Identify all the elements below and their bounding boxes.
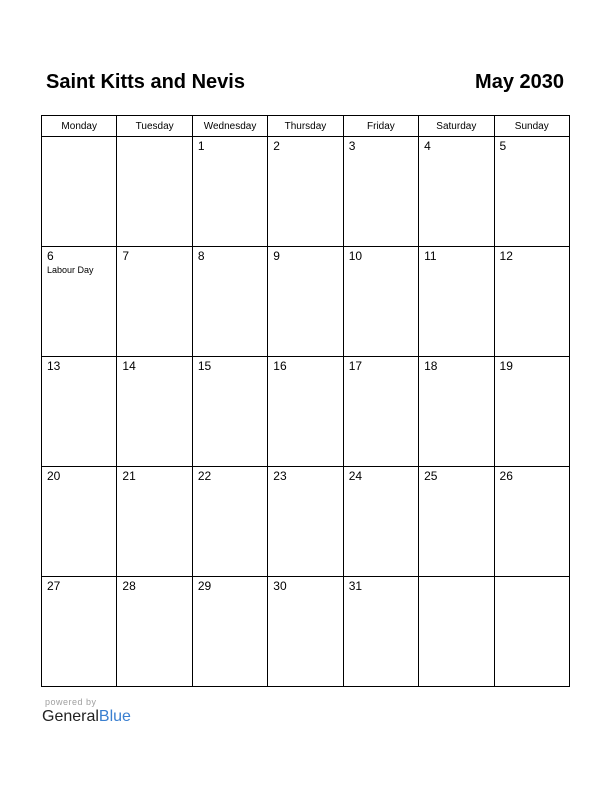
weekday-header: Saturday — [419, 116, 494, 137]
generalblue-branding[interactable] — [42, 697, 131, 726]
calendar-country-title: Saint Kitts and Nevis — [46, 71, 245, 93]
day-number: 7 — [122, 249, 130, 263]
day-number: 2 — [273, 139, 280, 153]
brand-blue-text: Blue — [98, 708, 131, 725]
day-number: 15 — [197, 359, 212, 373]
day-number: 4 — [424, 139, 431, 153]
day-number: 31 — [348, 579, 363, 593]
holiday-label: Labour Day — [47, 265, 94, 275]
day-cell — [117, 357, 192, 467]
day-cell — [117, 577, 192, 687]
day-number: 11 — [424, 249, 437, 263]
day-number: 6 — [47, 249, 54, 263]
weekday-header-row — [42, 116, 570, 137]
day-number: 18 — [424, 359, 438, 373]
day-cell — [42, 577, 117, 687]
day-number: 1 — [197, 139, 205, 153]
day-number: 20 — [47, 469, 61, 483]
day-number: 24 — [348, 469, 363, 483]
day-cell — [343, 357, 418, 467]
day-number: 8 — [197, 249, 205, 263]
day-number — [42, 137, 116, 140]
day-number: 29 — [197, 579, 212, 593]
day-cell — [494, 137, 569, 247]
calendar-month-title: May 2030 — [475, 71, 564, 93]
week-row — [42, 137, 570, 247]
day-cell — [419, 247, 494, 357]
day-cell — [419, 467, 494, 577]
day-cell — [268, 357, 343, 467]
day-cell — [42, 247, 117, 357]
day-cell — [268, 577, 343, 687]
day-cell — [192, 247, 267, 357]
day-cell — [192, 577, 267, 687]
day-number — [117, 137, 191, 140]
day-cell — [117, 247, 192, 357]
day-cell — [343, 247, 418, 357]
day-cell — [42, 467, 117, 577]
day-cell — [419, 577, 494, 687]
day-number: 5 — [499, 139, 507, 153]
powered-by-text: powered by — [45, 697, 97, 707]
day-cell — [192, 137, 267, 247]
day-number: 10 — [348, 249, 363, 263]
day-number — [419, 577, 493, 580]
brand-general-text: General — [42, 708, 99, 725]
day-cell — [268, 137, 343, 247]
day-number: 13 — [47, 359, 61, 373]
day-number: 27 — [47, 579, 61, 593]
day-cell — [42, 137, 117, 247]
day-number: 19 — [499, 359, 513, 373]
day-number: 12 — [499, 249, 513, 263]
week-row — [42, 577, 570, 687]
day-cell — [117, 467, 192, 577]
day-number: 30 — [273, 579, 287, 593]
day-number: 17 — [348, 359, 363, 373]
weekday-header: Tuesday — [117, 116, 192, 137]
day-cell — [343, 577, 418, 687]
day-cell — [494, 467, 569, 577]
day-cell — [117, 137, 192, 247]
week-row — [42, 247, 570, 357]
day-cell — [268, 247, 343, 357]
day-cell — [494, 357, 569, 467]
day-cell — [419, 137, 494, 247]
weekday-header: Monday — [42, 116, 117, 137]
week-row — [42, 357, 570, 467]
day-cell — [494, 577, 569, 687]
weekday-header: Sunday — [494, 116, 569, 137]
day-cell — [343, 467, 418, 577]
day-cell — [192, 357, 267, 467]
day-number: 25 — [424, 469, 438, 483]
weekday-header: Wednesday — [192, 116, 267, 137]
day-cell — [343, 137, 418, 247]
day-number: 22 — [197, 469, 212, 483]
day-number: 28 — [122, 579, 136, 593]
day-cell — [419, 357, 494, 467]
weekday-header: Friday — [343, 116, 418, 137]
day-number — [495, 577, 569, 580]
day-cell — [42, 357, 117, 467]
weekday-header: Thursday — [268, 116, 343, 137]
day-number: 21 — [122, 469, 136, 483]
day-number: 23 — [273, 469, 287, 483]
day-number: 3 — [348, 139, 356, 153]
day-cell — [192, 467, 267, 577]
day-cell — [268, 467, 343, 577]
day-number: 16 — [273, 359, 287, 373]
day-number: 14 — [122, 359, 136, 373]
day-number: 9 — [273, 249, 280, 263]
month-calendar-grid — [41, 115, 570, 687]
day-number: 26 — [499, 469, 513, 483]
generalblue-logo[interactable] — [42, 708, 131, 726]
week-row — [42, 467, 570, 577]
day-cell — [494, 247, 569, 357]
